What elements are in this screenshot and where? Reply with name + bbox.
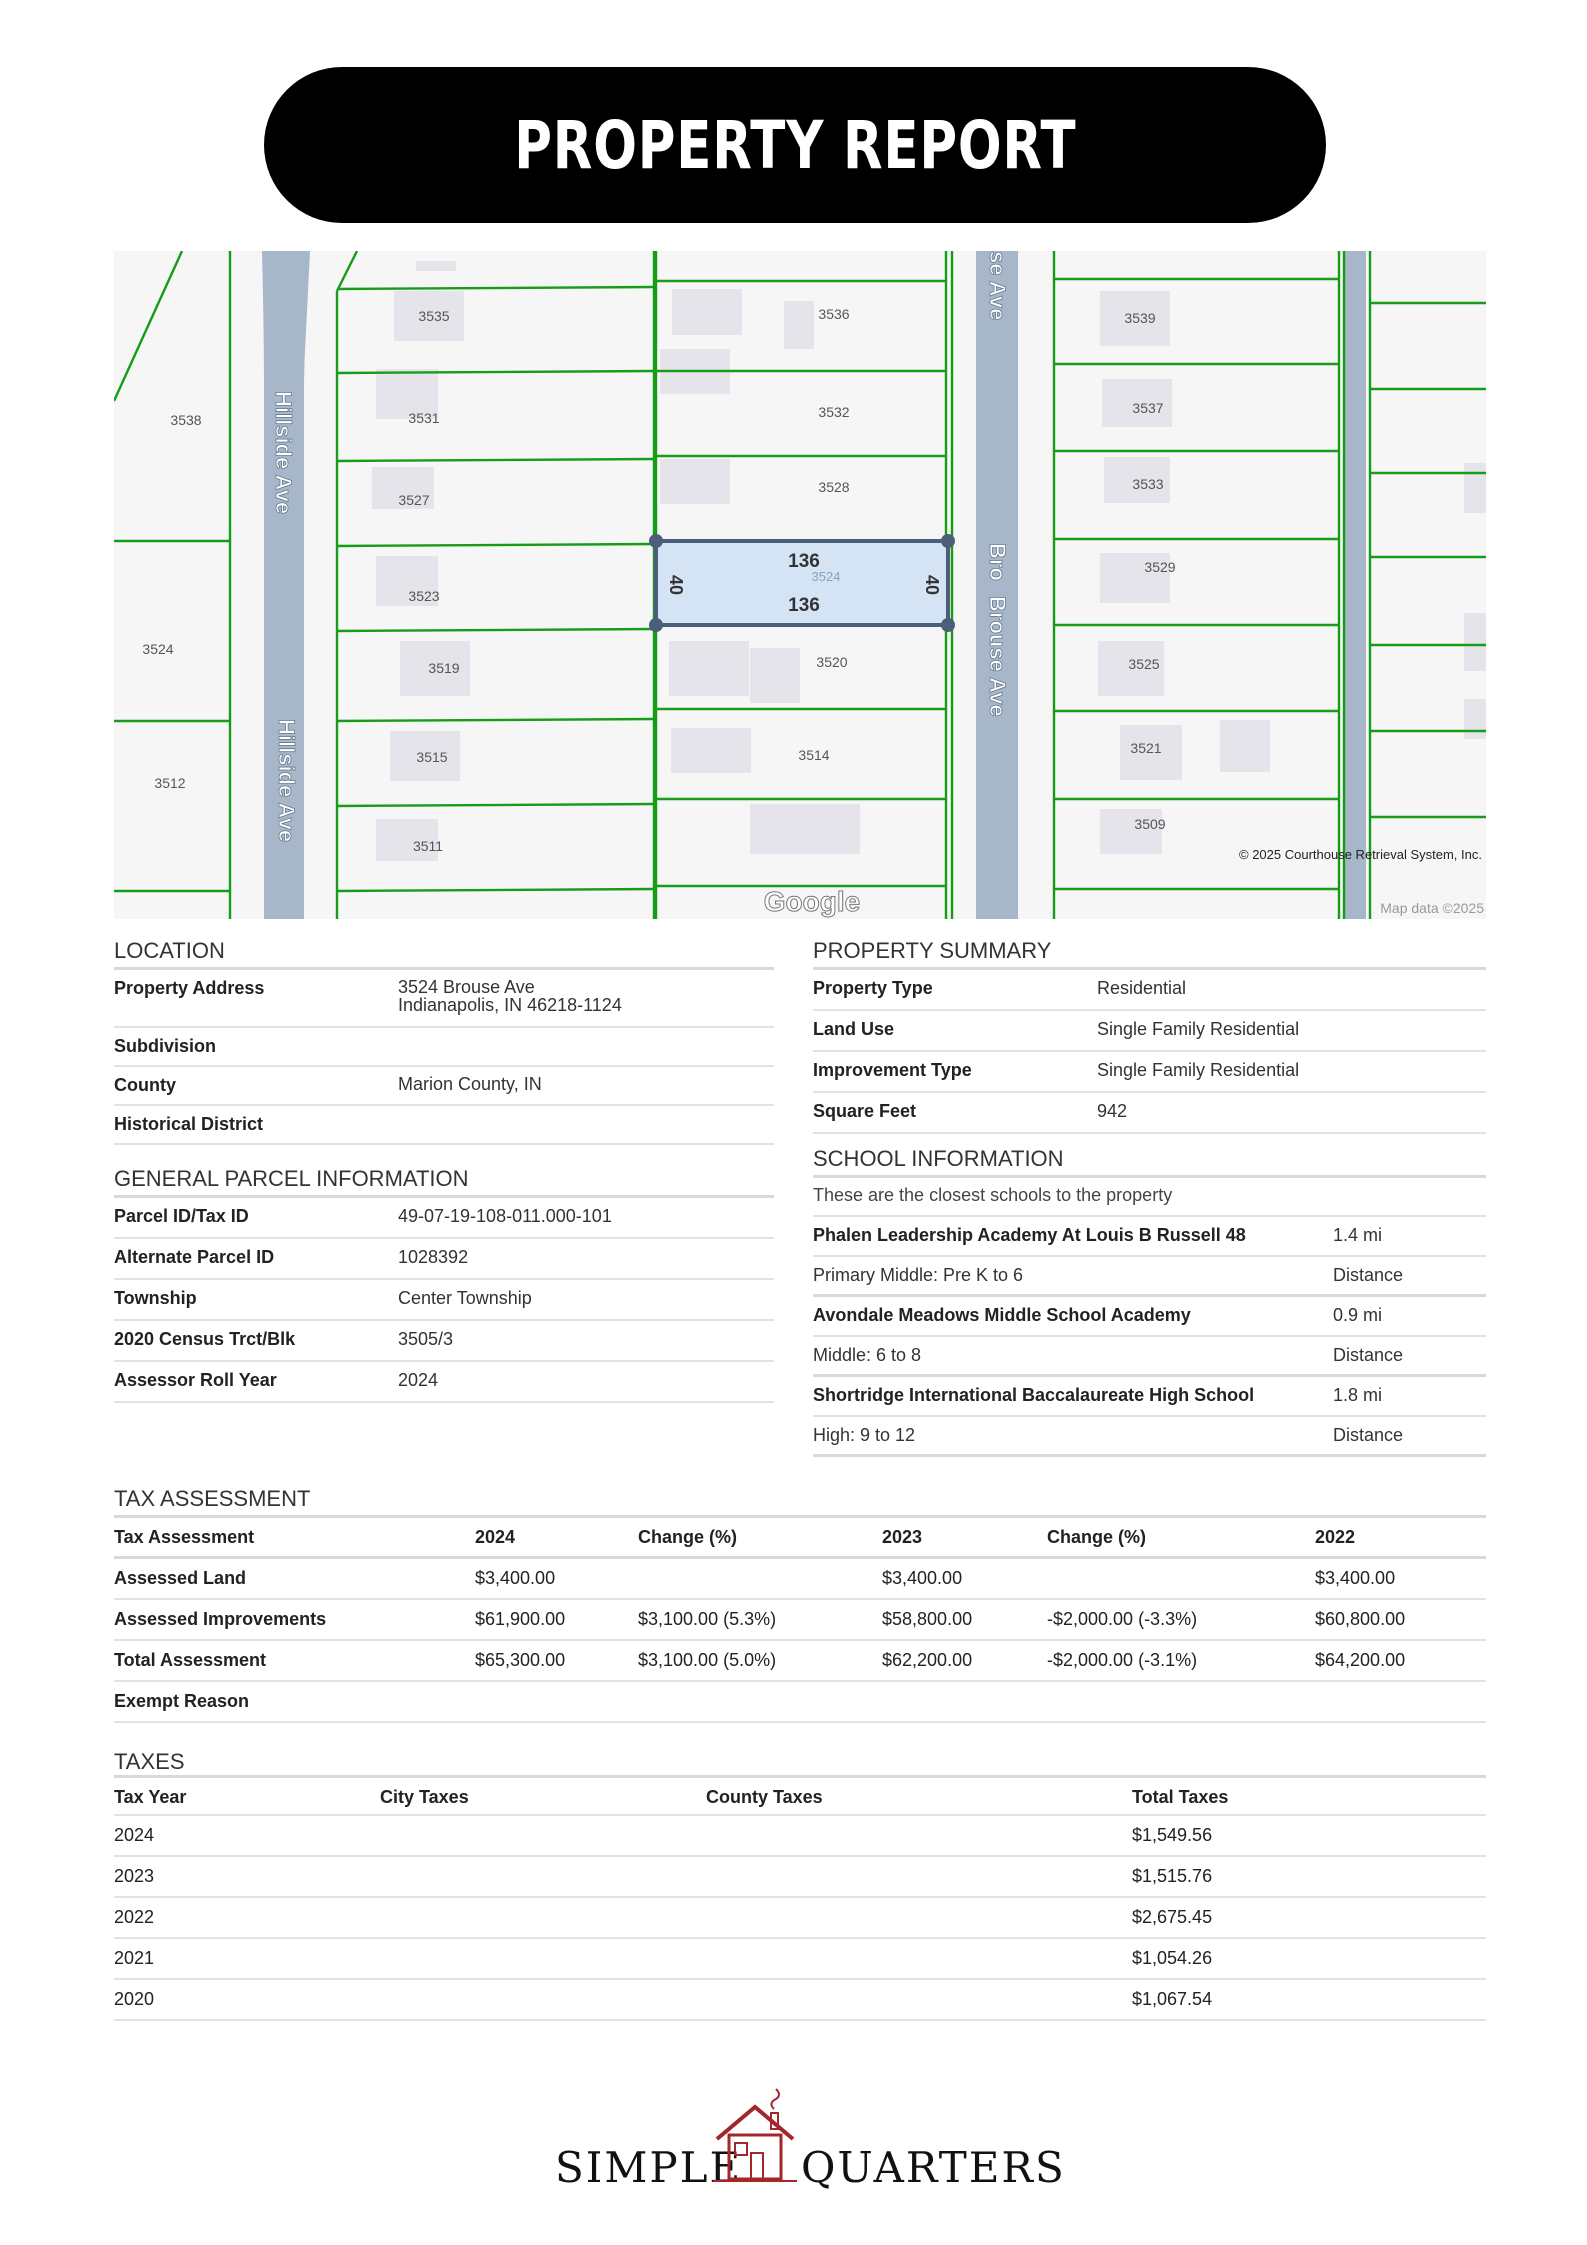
row-label: Property Address <box>114 978 265 998</box>
row-label: Alternate Parcel ID <box>114 1247 275 1267</box>
parcel-dim-top: 136 <box>788 551 820 572</box>
row-label: Square Feet <box>813 1101 917 1121</box>
table-cell: $64,200.00 <box>1315 1650 1406 1670</box>
row-value: 2024 <box>398 1370 439 1390</box>
row-label: Land Use <box>813 1019 895 1039</box>
lot-number: 3521 <box>1130 740 1162 756</box>
location-row <box>114 1028 774 1067</box>
report-title-banner <box>264 67 1326 223</box>
row-value: 1028392 <box>398 1247 469 1267</box>
lot-number: 3539 <box>1124 310 1156 326</box>
parcel-number: 3524 <box>811 569 841 584</box>
school-level: Middle: 6 to 8 <box>813 1345 922 1365</box>
parcel-dim-right: 40 <box>922 574 942 596</box>
row-label: 2020 Census Trct/Blk <box>114 1329 296 1349</box>
table-row <box>114 1682 1486 1723</box>
table-cell: Assessed Land <box>114 1568 247 1588</box>
school-row <box>813 1297 1486 1337</box>
table-cell: -$2,000.00 (-3.1%) <box>1047 1650 1198 1670</box>
table-cell: $61,900.00 <box>475 1609 566 1629</box>
section-title: TAX ASSESSMENT <box>114 1486 1486 1518</box>
table-cell: $65,300.00 <box>475 1650 566 1670</box>
lot-number: 3523 <box>408 588 440 604</box>
street-label-brouse-prefix: Bro <box>985 543 1010 581</box>
school-name: Shortridge International Baccalaureate High School <box>813 1385 1255 1405</box>
address-line-1: 3524 Brouse Ave <box>398 977 535 997</box>
parcel-row <box>114 1198 774 1239</box>
column-header: Tax Assessment <box>114 1527 255 1547</box>
tax-assessment-section <box>114 1486 1486 1723</box>
school-info-section <box>813 1146 1486 1457</box>
row-value: Single Family Residential <box>1097 1060 1300 1080</box>
school-distance: 1.8 mi <box>1333 1385 1383 1405</box>
table-cell: $3,400.00 <box>1315 1568 1396 1588</box>
column-header: Tax Year <box>114 1787 187 1807</box>
location-section <box>114 938 774 1145</box>
row-value: Single Family Residential <box>1097 1019 1300 1039</box>
column-header: Total Taxes <box>1132 1787 1229 1807</box>
street-label-brouse-top: se Ave <box>985 251 1010 321</box>
column-header: Change (%) <box>1047 1527 1146 1547</box>
table-cell: $3,400.00 <box>475 1568 556 1588</box>
school-name: Avondale Meadows Middle School Academy <box>813 1305 1191 1325</box>
row-value: 942 <box>1097 1101 1128 1121</box>
report-title: PROPERTY REPORT <box>513 106 1077 184</box>
school-subrow <box>813 1257 1486 1297</box>
map-data-attribution: Map data ©2025 <box>1380 900 1484 916</box>
road-brouse <box>976 251 1018 919</box>
school-subrow <box>813 1417 1486 1457</box>
school-distance: 1.4 mi <box>1333 1225 1383 1245</box>
parcel-map[interactable] <box>114 251 1486 919</box>
lot-number: 3537 <box>1132 400 1164 416</box>
table-cell: $2,675.45 <box>1132 1907 1213 1927</box>
table-cell: $1,549.56 <box>1132 1825 1213 1845</box>
table-cell: Total Assessment <box>114 1650 267 1670</box>
school-row <box>813 1217 1486 1257</box>
logo-text-right: QUARTERS <box>801 2143 1066 2192</box>
lot-number: 3527 <box>398 492 430 508</box>
row-value: Center Township <box>398 1288 532 1308</box>
section-title: SCHOOL INFORMATION <box>813 1146 1486 1178</box>
section-title: TAXES <box>114 1749 185 1774</box>
location-row <box>114 1106 774 1145</box>
table-cell: Assessed Improvements <box>114 1609 327 1629</box>
school-subrow <box>813 1337 1486 1377</box>
lot-number: 3509 <box>1134 816 1166 832</box>
street-label-brouse: Brouse Ave <box>985 596 1010 717</box>
lot-number: 3514 <box>798 747 830 763</box>
lot-number: 3511 <box>412 838 444 854</box>
table-row <box>114 1898 1486 1939</box>
table-header-row <box>114 1518 1486 1559</box>
row-value: Marion County, IN <box>398 1074 542 1094</box>
table-cell: $58,800.00 <box>882 1609 973 1629</box>
school-level: Primary Middle: Pre K to 6 <box>813 1265 1024 1285</box>
house-icon <box>713 2085 797 2195</box>
row-label: Assessor Roll Year <box>114 1370 277 1390</box>
lot-number: 3528 <box>818 479 850 495</box>
row-label: County <box>114 1075 176 1095</box>
column-header: 2023 <box>882 1527 923 1547</box>
lot-number: 3529 <box>1144 559 1176 575</box>
lot-number: 3535 <box>418 308 450 324</box>
column-header: 2024 <box>475 1527 516 1547</box>
property-address-value <box>398 978 774 1014</box>
table-cell: $62,200.00 <box>882 1650 973 1670</box>
parcel-row <box>114 1321 774 1362</box>
table-cell: 2022 <box>114 1907 155 1927</box>
summary-row <box>813 970 1486 1011</box>
summary-row <box>813 1011 1486 1052</box>
parcel-dim-bottom: 136 <box>788 595 820 616</box>
lot-number: 3525 <box>1128 656 1160 672</box>
distance-label: Distance <box>1333 1265 1404 1285</box>
table-cell: $1,067.54 <box>1132 1989 1213 2009</box>
distance-label: Distance <box>1333 1345 1404 1365</box>
road-east <box>1344 251 1366 919</box>
summary-row <box>813 1052 1486 1093</box>
lot-number: 3532 <box>818 404 850 420</box>
location-row <box>114 970 774 1028</box>
row-label: Parcel ID/Tax ID <box>114 1206 249 1226</box>
general-parcel-section <box>114 1166 774 1403</box>
school-distance: 0.9 mi <box>1333 1305 1383 1325</box>
table-cell: 2021 <box>114 1948 155 1968</box>
parcel-row <box>114 1362 774 1403</box>
school-row <box>813 1377 1486 1417</box>
column-header: 2022 <box>1315 1527 1356 1547</box>
logo-text-left: SIMPLE <box>555 2143 743 2192</box>
table-cell: 2023 <box>114 1866 155 1886</box>
table-row <box>114 1559 1486 1600</box>
table-cell: Exempt Reason <box>114 1691 250 1711</box>
table-row <box>114 1857 1486 1898</box>
column-header: County Taxes <box>706 1787 823 1807</box>
school-name: Phalen Leadership Academy At Louis B Russell 48 <box>813 1225 1246 1245</box>
table-cell: $3,100.00 (5.0%) <box>638 1650 777 1670</box>
table-cell: $60,800.00 <box>1315 1609 1406 1629</box>
lot-number: 3519 <box>428 660 460 676</box>
lot-number: 3524 <box>142 641 174 657</box>
street-label-hillside-south: Hillside Ave <box>274 719 299 843</box>
parcel-row <box>114 1239 774 1280</box>
lot-number: 3538 <box>170 412 202 428</box>
row-value: 3505/3 <box>398 1329 454 1349</box>
table-cell: 2024 <box>114 1825 155 1845</box>
summary-row <box>813 1093 1486 1134</box>
table-row <box>114 1939 1486 1980</box>
table-cell: -$2,000.00 (-3.3%) <box>1047 1609 1198 1629</box>
row-label: Improvement Type <box>813 1060 972 1080</box>
company-logo <box>555 2085 1066 2195</box>
map-copyright: © 2025 Courthouse Retrieval System, Inc. <box>1239 847 1482 862</box>
section-title: GENERAL PARCEL INFORMATION <box>114 1166 774 1198</box>
lot-number: 3536 <box>818 306 850 322</box>
table-row <box>114 1980 1486 2021</box>
table-row <box>114 1816 1486 1857</box>
lot-number: 3515 <box>416 749 448 765</box>
row-value: Residential <box>1097 978 1187 998</box>
google-logo: Google <box>763 886 861 917</box>
parcel-dim-left: 40 <box>666 574 686 596</box>
school-note: These are the closest schools to the property <box>813 1178 1486 1217</box>
column-header: Change (%) <box>638 1527 737 1547</box>
table-header-row <box>114 1775 1486 1816</box>
lot-number: 3520 <box>816 654 848 670</box>
school-level: High: 9 to 12 <box>813 1425 916 1445</box>
lot-number: 3512 <box>154 775 186 791</box>
location-row <box>114 1067 774 1106</box>
table-cell: $3,100.00 (5.3%) <box>638 1609 777 1629</box>
section-title: LOCATION <box>114 938 774 970</box>
row-label: Subdivision <box>114 1036 217 1056</box>
taxes-section <box>114 1749 1486 2021</box>
address-line-2: Indianapolis, IN 46218-1124 <box>398 995 622 1015</box>
distance-label: Distance <box>1333 1425 1404 1445</box>
row-value: 49-07-19-108-011.000-101 <box>398 1206 612 1226</box>
table-row <box>114 1641 1486 1682</box>
table-row <box>114 1600 1486 1641</box>
table-cell: $1,054.26 <box>1132 1948 1213 1968</box>
street-label-hillside-north: Hillside Ave <box>271 391 296 515</box>
table-cell: 2020 <box>114 1989 155 2009</box>
row-label: Township <box>114 1288 197 1308</box>
parcel-row <box>114 1280 774 1321</box>
lot-number: 3531 <box>408 410 440 426</box>
table-cell: $3,400.00 <box>882 1568 963 1588</box>
row-label: Historical District <box>114 1114 264 1134</box>
table-cell: $1,515.76 <box>1132 1866 1213 1886</box>
column-header: City Taxes <box>380 1787 469 1807</box>
row-label: Property Type <box>813 978 933 998</box>
lot-number: 3533 <box>1132 476 1164 492</box>
property-summary-section <box>813 938 1486 1134</box>
section-title: PROPERTY SUMMARY <box>813 938 1486 970</box>
